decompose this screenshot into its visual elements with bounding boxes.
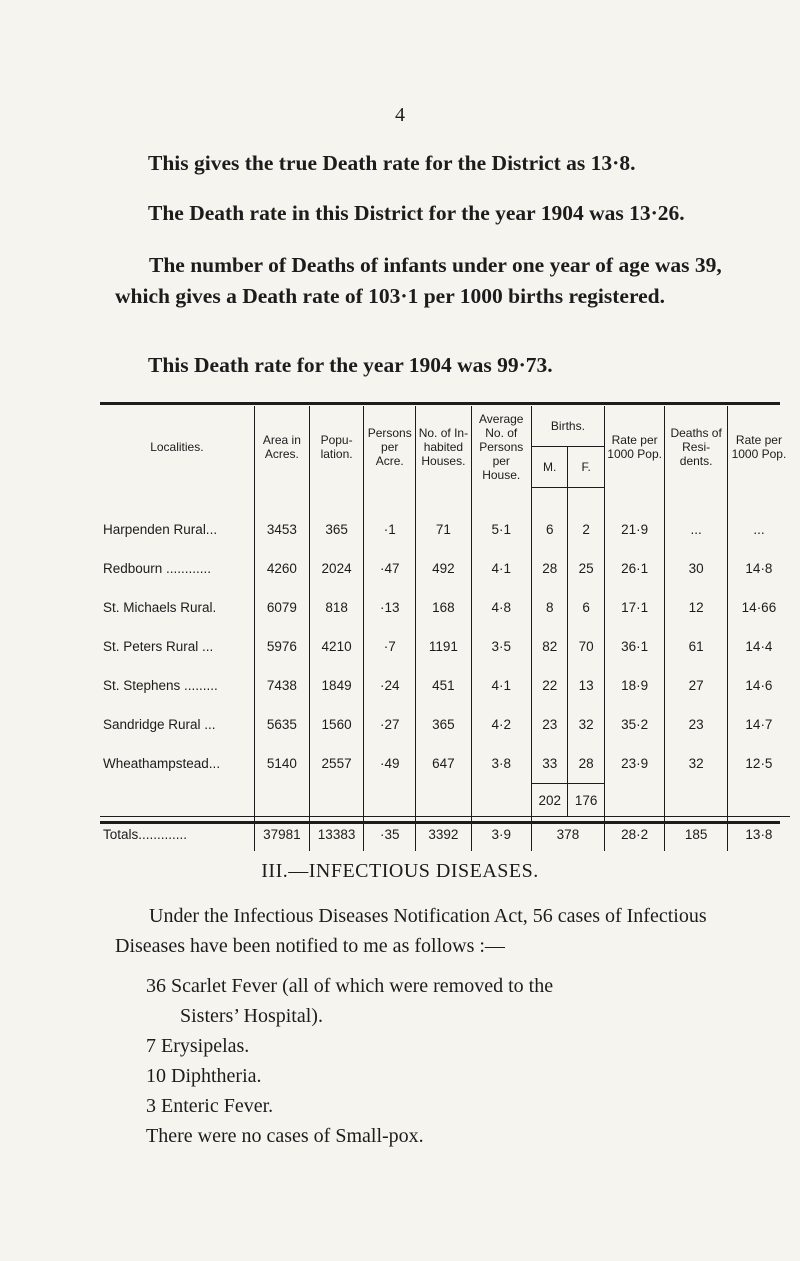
locality-cell: Harpenden Rural...: [103, 522, 218, 537]
births-m-cell: 82: [531, 627, 567, 666]
deaths-cell: ...: [665, 510, 728, 549]
births-m-subtotal: 202: [531, 784, 567, 817]
per-acre-cell: ·13: [364, 588, 416, 627]
totals-houses: 3392: [416, 817, 471, 852]
infectious-cases-list: [146, 971, 553, 1151]
totals-deaths: 185: [665, 817, 728, 852]
births-m-cell: 22: [531, 666, 567, 705]
header-inhabited-houses: No. of In- habited Houses.: [416, 406, 471, 488]
houses-cell: 647: [416, 744, 471, 784]
table-row: [100, 510, 790, 549]
totals-population: 13383: [309, 817, 363, 852]
houses-cell: 1191: [416, 627, 471, 666]
header-population: Popu- lation.: [309, 406, 363, 488]
locality-cell: St. Peters Rural ...: [103, 639, 214, 654]
birth-rate-cell: 35·2: [604, 705, 664, 744]
table-row: [100, 666, 790, 705]
totals-avg: 3·9: [471, 817, 531, 852]
header-persons-per-acre: Persons per Acre.: [364, 406, 416, 488]
births-f-cell: 6: [568, 588, 604, 627]
avg-cell: 4·8: [471, 588, 531, 627]
deaths-cell: 12: [665, 588, 728, 627]
births-f-cell: 70: [568, 627, 604, 666]
avg-cell: 3·5: [471, 627, 531, 666]
births-f-cell: 32: [568, 705, 604, 744]
area-cell: 5976: [254, 627, 309, 666]
death-rate-cell: 12·5: [727, 744, 790, 784]
avg-cell: 4·1: [471, 666, 531, 705]
per-acre-cell: ·49: [364, 744, 416, 784]
locality-cell: St. Stephens .........: [103, 678, 218, 693]
deaths-cell: 27: [665, 666, 728, 705]
population-cell: 2557: [309, 744, 363, 784]
header-localities: Localities.: [150, 439, 204, 454]
per-acre-cell: ·1: [364, 510, 416, 549]
deaths-cell: 61: [665, 627, 728, 666]
area-cell: 5140: [254, 744, 309, 784]
list-item: 36 Scarlet Fever (all of which were removed to the: [146, 975, 554, 997]
population-cell: 4210: [309, 627, 363, 666]
birth-rate-cell: 23·9: [604, 744, 664, 784]
birth-rate-cell: 26·1: [604, 549, 664, 588]
population-cell: 2024: [309, 549, 363, 588]
births-f-subtotal: 176: [568, 784, 604, 817]
death-rate-true-paragraph: This gives the true Death rate for the District as 13·8.: [148, 151, 636, 175]
death-rate-cell: 14·6: [727, 666, 790, 705]
death-rate-cell: 14·7: [727, 705, 790, 744]
header-births-male: M.: [531, 447, 567, 488]
totals-area: 37981: [254, 817, 309, 852]
section-title-infectious-diseases: III.—INFECTIOUS DISEASES.: [261, 860, 539, 882]
totals-birth-rate: 28·2: [604, 817, 664, 852]
table-row: [100, 627, 790, 666]
avg-cell: 4·2: [471, 705, 531, 744]
infant-death-rate-1904-paragraph: This Death rate for the year 1904 was 99·73.: [148, 353, 553, 377]
header-avg-persons-per-house: Average No. of Persons per House.: [471, 406, 531, 488]
table-row: [100, 744, 790, 784]
death-rate-cell: 14·66: [727, 588, 790, 627]
births-m-cell: 23: [531, 705, 567, 744]
avg-cell: 3·8: [471, 744, 531, 784]
deaths-cell: 32: [665, 744, 728, 784]
list-item: 3 Enteric Fever.: [146, 1095, 274, 1117]
table-row: [100, 705, 790, 744]
births-f-cell: 25: [568, 549, 604, 588]
statistics-table: [100, 406, 790, 851]
header-area: Area in Acres.: [254, 406, 309, 488]
death-rate-cell: ...: [727, 510, 790, 549]
deaths-cell: 30: [665, 549, 728, 588]
avg-cell: 4·1: [471, 549, 531, 588]
totals-label: Totals.............: [100, 817, 254, 852]
header-birth-rate: Rate per 1000 Pop.: [604, 406, 664, 488]
table-row: [100, 588, 790, 627]
birth-rate-cell: 36·1: [604, 627, 664, 666]
population-cell: 818: [309, 588, 363, 627]
totals-death-rate: 13·8: [727, 817, 790, 852]
locality-cell: Wheathampstead...: [103, 756, 221, 772]
totals-births: 378: [531, 817, 604, 852]
death-rate-1904-paragraph: The Death rate in this District for the year 1904 was 13·26.: [148, 201, 685, 225]
births-m-cell: 33: [531, 744, 567, 784]
births-f-cell: 13: [568, 666, 604, 705]
infant-deaths-paragraph: The number of Deaths of infants under one year of age was 39, which gives a Death rate of 103·1 per 1000 births registered.: [115, 253, 722, 308]
list-item: Sisters’ Hospital).: [180, 1005, 323, 1027]
births-subtotal-row: [100, 784, 790, 817]
birth-rate-cell: 21·9: [604, 510, 664, 549]
totals-per-acre: ·35: [364, 817, 416, 852]
avg-cell: 5·1: [471, 510, 531, 549]
births-m-cell: 6: [531, 510, 567, 549]
header-births: Births.: [531, 406, 604, 447]
per-acre-cell: ·7: [364, 627, 416, 666]
table-row: [100, 549, 790, 588]
birth-rate-cell: 17·1: [604, 588, 664, 627]
area-cell: 6079: [254, 588, 309, 627]
population-cell: 1849: [309, 666, 363, 705]
per-acre-cell: ·47: [364, 549, 416, 588]
header-births-female: F.: [568, 447, 604, 488]
population-cell: 1560: [309, 705, 363, 744]
houses-cell: 451: [416, 666, 471, 705]
list-item: There were no cases of Small-pox.: [146, 1125, 424, 1147]
per-acre-cell: ·27: [364, 705, 416, 744]
page-number: 4: [395, 104, 405, 126]
per-acre-cell: ·24: [364, 666, 416, 705]
area-cell: 4260: [254, 549, 309, 588]
houses-cell: 71: [416, 510, 471, 549]
list-item: 7 Erysipelas.: [146, 1035, 250, 1057]
locality-cell: Sandridge Rural ...: [103, 717, 216, 732]
locality-cell: Redbourn ............: [103, 561, 212, 576]
death-rate-cell: 14·8: [727, 549, 790, 588]
infectious-intro-paragraph: Under the Infectious Diseases Notification Act, 56 cases of Infectious Diseases have been notified to me as follows :—: [115, 905, 707, 957]
births-f-cell: 2: [568, 510, 604, 549]
list-item: 10 Diphtheria.: [146, 1065, 262, 1087]
locality-cell: St. Michaels Rural.: [103, 600, 217, 615]
houses-cell: 492: [416, 549, 471, 588]
birth-rate-cell: 18·9: [604, 666, 664, 705]
table-bottom-rule: [100, 821, 780, 824]
houses-cell: 168: [416, 588, 471, 627]
area-cell: 5635: [254, 705, 309, 744]
births-m-cell: 8: [531, 588, 567, 627]
header-deaths: Deaths of Resi- dents.: [665, 406, 728, 488]
death-rate-cell: 14·4: [727, 627, 790, 666]
table-top-rule: [100, 402, 780, 405]
houses-cell: 365: [416, 705, 471, 744]
area-cell: 3453: [254, 510, 309, 549]
header-death-rate: Rate per 1000 Pop.: [727, 406, 790, 488]
population-cell: 365: [309, 510, 363, 549]
deaths-cell: 23: [665, 705, 728, 744]
births-f-cell: 28: [568, 744, 604, 784]
area-cell: 7438: [254, 666, 309, 705]
births-m-cell: 28: [531, 549, 567, 588]
